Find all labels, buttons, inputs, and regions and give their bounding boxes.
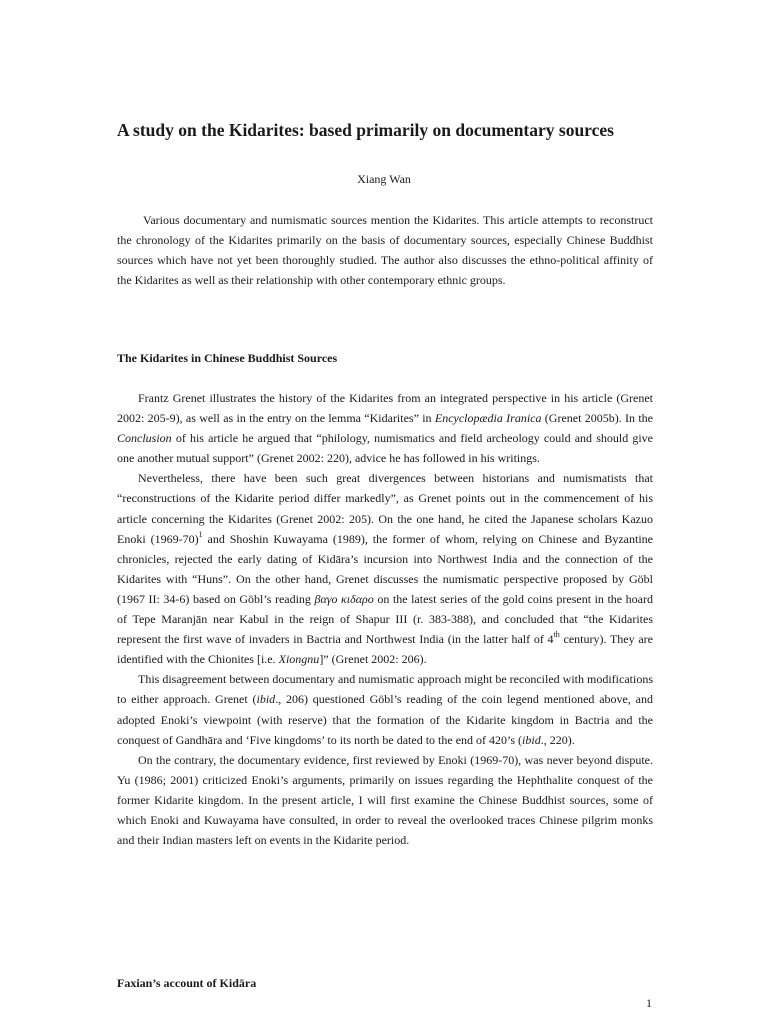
page-number: 1 bbox=[646, 996, 652, 1010]
paragraph-2: Nevertheless, there have been such great divergences between historians and numismatists that “reconstructions of the Kidarite period differ markedly”, as Grenet points out in the commencement of his article concerning the Kidarites (Grenet 2002: 205). On the one hand, he cited the Japanese scholars Kazuo Enoki (1969-70)$^1$ and Shoshin Kuwayama (1989), the former of whom, relying on Chinese and Byzantine chronicles, rejected the early dating of Kidāra’s incursion into Northwest India and the connection of the Kidarites with “Huns”. On the other hand, Grenet discusses the numismatic perspective proposed by Göbl (1967 II: 34-6) based on Göbl’s reading βαγο κιδαρο on the latest series of the gold coins present in the hoard of Tepe Maranjān near Kabul in the reign of Shapur III (r. 383-388), and concluded that “the Kidarites represent the first wave of invaders in Bactria and Northwest India (in the latter half of 4th century). They are identified with the Chionites [i.e. Xiongnu]” (Grenet 2002: 206). bbox=[117, 471, 654, 667]
paragraph-4: On the contrary, the documentary evidence, first reviewed by Enoki (1969-70), was never beyond dispute. Yu (1986; 2001) criticized Enoki’s arguments, primarily on issues regarding the Hephthalite conquest of the former Kidarite kingdom. In the present article, I will first examine the Chinese Buddhist sources, some of which Enoki and Kuwayama have consulted, in order to reveal the overlooked traces Chinese pilgrim monks and their Indian masters left on events in the Kidarite period. bbox=[117, 752, 653, 848]
abstract bbox=[117, 210, 653, 290]
paper-title: A study on the Kidarites: based primarily on documentary sources bbox=[117, 120, 614, 140]
paragraph-1: Frantz Grenet illustrates the history of the Kidarites from an integrated perspective in his article (Grenet 2002: 205-9), as well as in the entry on the lemma “Kidarites” in Encyclopædia Iranica (Grenet 2005b). In the Conclusion of his article he argued that “philology, numismatics and field archeology could and should give one another mutual support” (Grenet 2002: 220), advice he has followed in his writings. bbox=[117, 391, 654, 466]
subsection-heading: Faxian’s account of Kidāra bbox=[117, 976, 257, 990]
paragraph-3: This disagreement between documentary and numismatic approach might be reconciled with modifications to either approach. Grenet (ibid., 206) questioned Göbl’s reading of the coin legend mentioned above, and adopted Enoki’s viewpoint (with reserve) that the formation of the Kidarite kingdom in Bactria and the conquest of Gandhāra and ‘Five kingdoms’ to its north be dated to the end of 420’s (ibid., 220). bbox=[117, 672, 653, 747]
footnote-ref-1[interactable]: 1 bbox=[198, 529, 203, 539]
abstract-text: Various documentary and numismatic sources mention the Kidarites. This article attempts to reconstruct the chronology of the Kidarites primarily on the basis of documentary sources, especially Chinese Buddhist sources which have not yet been thoroughly studied. The author also discusses the ethno-political affinity of the Kidarites as well as their relationship with other contemporary ethnic groups. bbox=[117, 213, 653, 288]
author-name: Xiang Wan bbox=[357, 172, 411, 186]
section-heading: The Kidarites in Chinese Buddhist Sources bbox=[117, 351, 338, 365]
main-text bbox=[117, 388, 653, 850]
